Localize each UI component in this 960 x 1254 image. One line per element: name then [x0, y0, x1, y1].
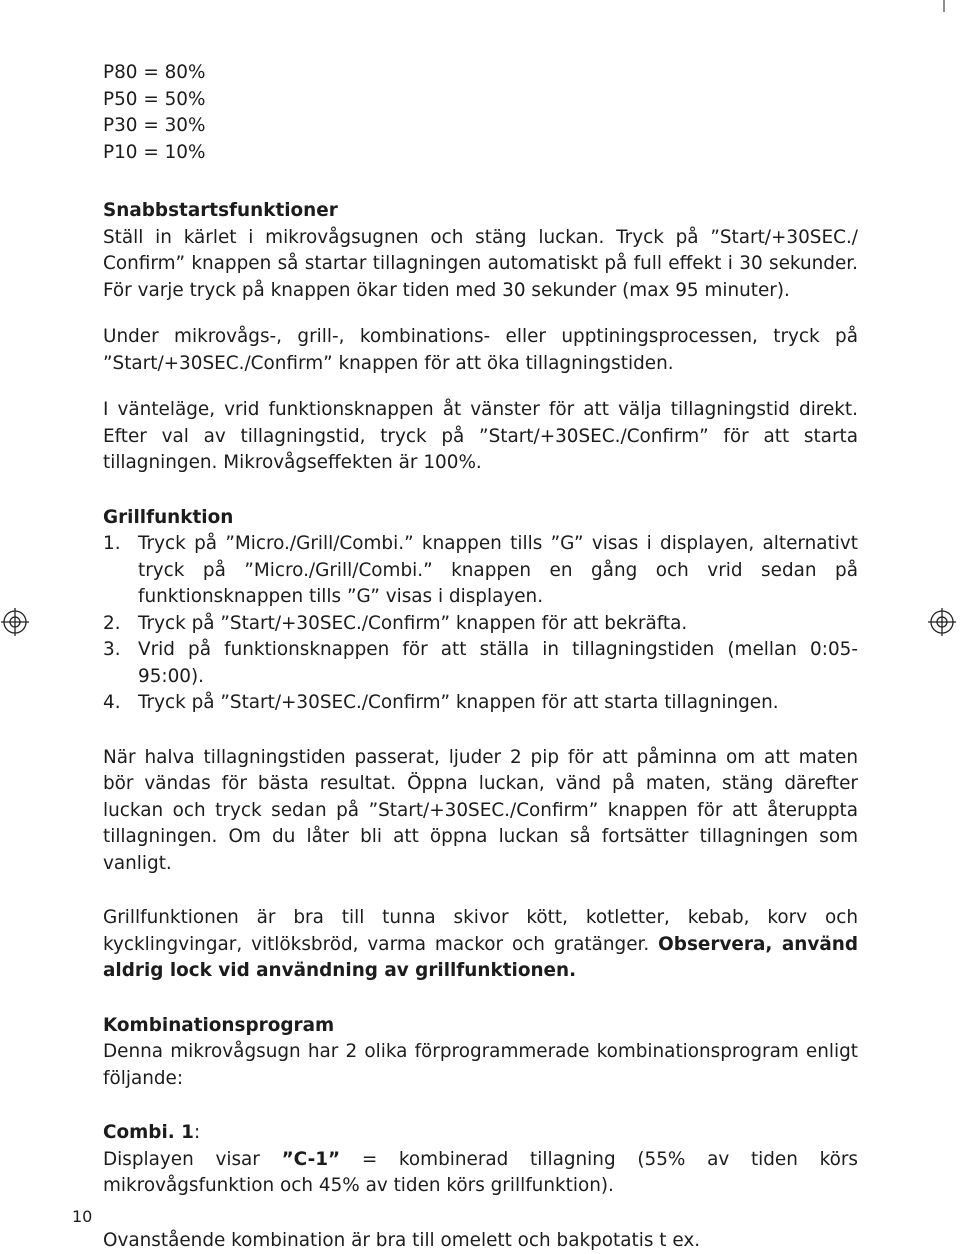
paragraph [103, 905, 858, 985]
step-number: 2. [103, 611, 138, 638]
list-item [103, 637, 858, 690]
list-item [103, 611, 858, 638]
paragraph: Denna mikrovågsugn har 2 olika förprogrammerade kombinationsprogram enligt följande: [103, 1039, 858, 1092]
step-text: Tryck på ”Micro./Grill/Combi.” knappen tills ”G” visas i displayen, alternativt tryck på ”Micro./Grill/Combi.” knappen en gång och vrid sedan på funktionsknappen tills ”G” visas i displayen. [138, 531, 858, 611]
paragraph: I vänteläge, vrid funktionsknappen åt vänster för att välja tillagningstid direkt. Efter val av tillagningstid, tryck på ”Start/+30SEC./Confirm” för att starta tillagningen. Mikrovågseffekten är 100%. [103, 397, 858, 477]
paragraph-text: Grillfunktionen är bra till tunna skivor kött, kotletter, kebab, korv och kycklingvingar, vitlöksbröd, varma mackor och gratänger. [103, 907, 858, 955]
step-number: 3. [103, 637, 138, 690]
snabbstart-section [103, 198, 858, 477]
percent-item: P50 = 50% [103, 87, 858, 114]
registration-mark-icon [927, 607, 957, 637]
paragraph [103, 1147, 858, 1200]
step-number: 1. [103, 531, 138, 611]
display-code: ”C-1” [282, 1149, 341, 1170]
warning-text: Observera, använd aldrig lock vid användning av grillfunktionen. [103, 934, 858, 982]
section-heading: Kombinationsprogram [103, 1013, 858, 1040]
step-text: Tryck på ”Start/+30SEC./Confirm” knappen för att starta tillagningen. [138, 690, 858, 717]
combi-heading [103, 1120, 858, 1147]
percent-item: P10 = 10% [103, 140, 858, 167]
percent-list [103, 60, 858, 166]
paragraph: Under mikrovågs-, grill-, kombinations- eller upptiningsprocessen, tryck på ”Start/+30SEC./Confirm” knappen för att öka tillagningstiden. [103, 324, 858, 377]
section-heading: Snabbstartsfunktioner [103, 198, 858, 225]
registration-mark-icon [0, 607, 30, 637]
step-number: 4. [103, 690, 138, 717]
list-item [103, 690, 858, 717]
percent-item: P30 = 30% [103, 113, 858, 140]
paragraph-text: = kombinerad tillagning (55% av tiden körs mikrovågsfunktion och 45% av tiden körs grillfunktion). [103, 1149, 858, 1197]
paragraph: Ställ in kärlet i mikrovågsugnen och stäng luckan. Tryck på ”Start/+30SEC./ Confirm” knappen så startar tillagningen automatiskt på full effekt i 30 sekunder. För varje tryck på knappen ökar tiden med 30 sekunder (max 95 minuter). [103, 225, 858, 305]
combi-label: Combi. 1 [103, 1122, 194, 1143]
percent-item: P80 = 80% [103, 60, 858, 87]
page-number: 10 [72, 1207, 92, 1226]
grill-steps-list [103, 531, 858, 717]
step-text: Tryck på ”Start/+30SEC./Confirm” knappen för att bekräfta. [138, 611, 858, 638]
page-content [103, 60, 858, 1254]
paragraph: När halva tillagningstiden passerat, ljuder 2 pip för att påminna om att maten bör vändas för bästa resultat. Öppna luckan, vänd på maten, stäng därefter luckan och tryck sedan på ”Start/+30SEC./Confirm” knappen för att återuppta tillagningen. Om du låter bli att öppna luckan så fortsätter tillagningen som vanligt. [103, 745, 858, 878]
crop-mark-icon [940, 0, 960, 12]
kombination-section [103, 1013, 858, 1254]
paragraph: Ovanstående kombination är bra till omelett och bakpotatis t ex. [103, 1228, 858, 1254]
list-item [103, 531, 858, 611]
grill-section [103, 505, 858, 985]
combi-colon: : [194, 1122, 200, 1143]
step-text: Vrid på funktionsknappen för att ställa in tillagningstiden (mellan 0:05-95:00). [138, 637, 858, 690]
section-heading: Grillfunktion [103, 505, 858, 532]
paragraph-text: Displayen visar [103, 1149, 282, 1170]
